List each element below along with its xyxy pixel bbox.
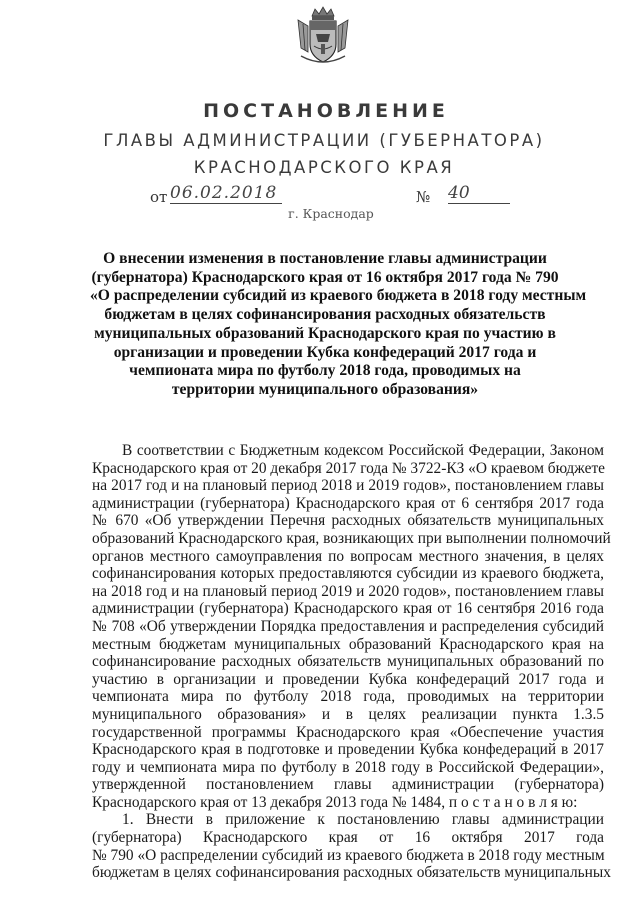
body-line: государственной программы Краснодарского края «Обеспечение участия bbox=[92, 723, 604, 741]
number-prefix: № bbox=[416, 188, 431, 206]
body-line: Краснодарского края от 20 декабря 2017 года № 3722-КЗ «О краевом бюджете bbox=[92, 459, 606, 477]
body-line: 1. Внести в приложение к постановлению главы администрации bbox=[122, 811, 604, 829]
body-line: бюджетам в целях софинансирования расходных обязательств муниципальных bbox=[92, 864, 611, 882]
body-line: (губернатора) Краснодарского края от 16 октября 2017 года bbox=[92, 829, 604, 847]
title-line: организации и проведении Кубка конфедераций 2017 года и bbox=[113, 343, 537, 361]
body-line: образований Краснодарского края, возникающих при выполнении полномочий bbox=[92, 529, 611, 547]
body-line: Краснодарского края в подготовке и проведении Кубка конфедераций в 2017 bbox=[92, 741, 604, 759]
body-line: софинансирования которых предоставляются субсидии из краевого бюджета, bbox=[92, 565, 604, 583]
region-name: КРАСНОДАРСКОГО КРАЯ bbox=[193, 158, 455, 177]
date-prefix: от bbox=[150, 188, 168, 206]
body-line: участию в организации и проведении Кубка конфедераций 2017 года и bbox=[92, 670, 604, 688]
body-line: муниципального образования» и в целях реализации пункта 1.3.5 bbox=[92, 705, 604, 723]
body-line: утвержденной постановлением главы администрации (губернатора) bbox=[92, 776, 604, 794]
body-line: администрации (губернатора) Краснодарского края от 6 сентября 2017 года bbox=[92, 494, 604, 512]
title-line: (губернатора) Краснодарского края от 16 октября 2017 года № 790 bbox=[91, 268, 559, 286]
body-line: софинансирование расходных обязательств муниципальных образований по bbox=[92, 653, 604, 671]
document-type-heading: ПОСТАНОВЛЕНИЕ bbox=[203, 100, 449, 122]
body-line: № 708 «Об утверждении Порядка предоставления и распределения субсидий bbox=[92, 617, 604, 635]
document-date: 06.02.2018 bbox=[170, 183, 282, 204]
krasnodar-coat-of-arms-icon bbox=[295, 6, 351, 68]
body-line: органов местного самоуправления по вопросам местного значения, в целях bbox=[92, 547, 604, 565]
title-line: территории муниципального образования» bbox=[171, 380, 479, 398]
body-line: на 2018 год и на плановый период 2019 и 2020 годов», постановлением главы bbox=[92, 582, 604, 600]
body-line: В соответствии с Бюджетным кодексом Российской Федерации, Законом bbox=[122, 442, 604, 459]
issuing-authority: ГЛАВЫ АДМИНИСТРАЦИИ (ГУБЕРНАТОРА) bbox=[103, 131, 545, 150]
title-line: «О распределении субсидий из краевого бюджета в 2018 году местным bbox=[90, 287, 587, 305]
body-line: Краснодарского края от 13 декабря 2013 года № 1484, п о с т а н о в л я ю: bbox=[92, 793, 578, 811]
document-body bbox=[92, 442, 611, 882]
body-line: местным бюджетам муниципальных образований Краснодарского края на bbox=[92, 635, 604, 653]
body-line: № 790 «О распределении субсидий из краевого бюджета в 2018 году местным bbox=[92, 846, 605, 864]
body-line: на 2017 год и на плановый период 2018 и 2019 годов», постановлением главы bbox=[92, 477, 604, 495]
document-number: 40 bbox=[448, 183, 510, 204]
body-line: году и чемпионата мира по футболу в 2018 году в Российской Федерации», bbox=[92, 758, 604, 776]
document-title bbox=[90, 250, 587, 400]
issue-city: г. Краснодар bbox=[288, 206, 374, 221]
title-line: муниципальных образований Краснодарского края по участию в bbox=[94, 324, 556, 342]
title-line: чемпионата мира по футболу 2018 года, проводимых на bbox=[129, 362, 521, 380]
body-line: № 670 «Об утверждении Перечня расходных обязательств муниципальных bbox=[92, 512, 604, 530]
body-line: чемпионата мира по футболу 2018 года, проводимых на территории bbox=[92, 688, 604, 706]
title-line: бюджетам в целях софинансирования расходных обязательств bbox=[104, 306, 546, 324]
title-line: О внесении изменения в постановление главы администрации bbox=[103, 250, 547, 267]
body-line: администрации (губернатора) Краснодарского края от 16 сентября 2016 года bbox=[92, 600, 604, 618]
